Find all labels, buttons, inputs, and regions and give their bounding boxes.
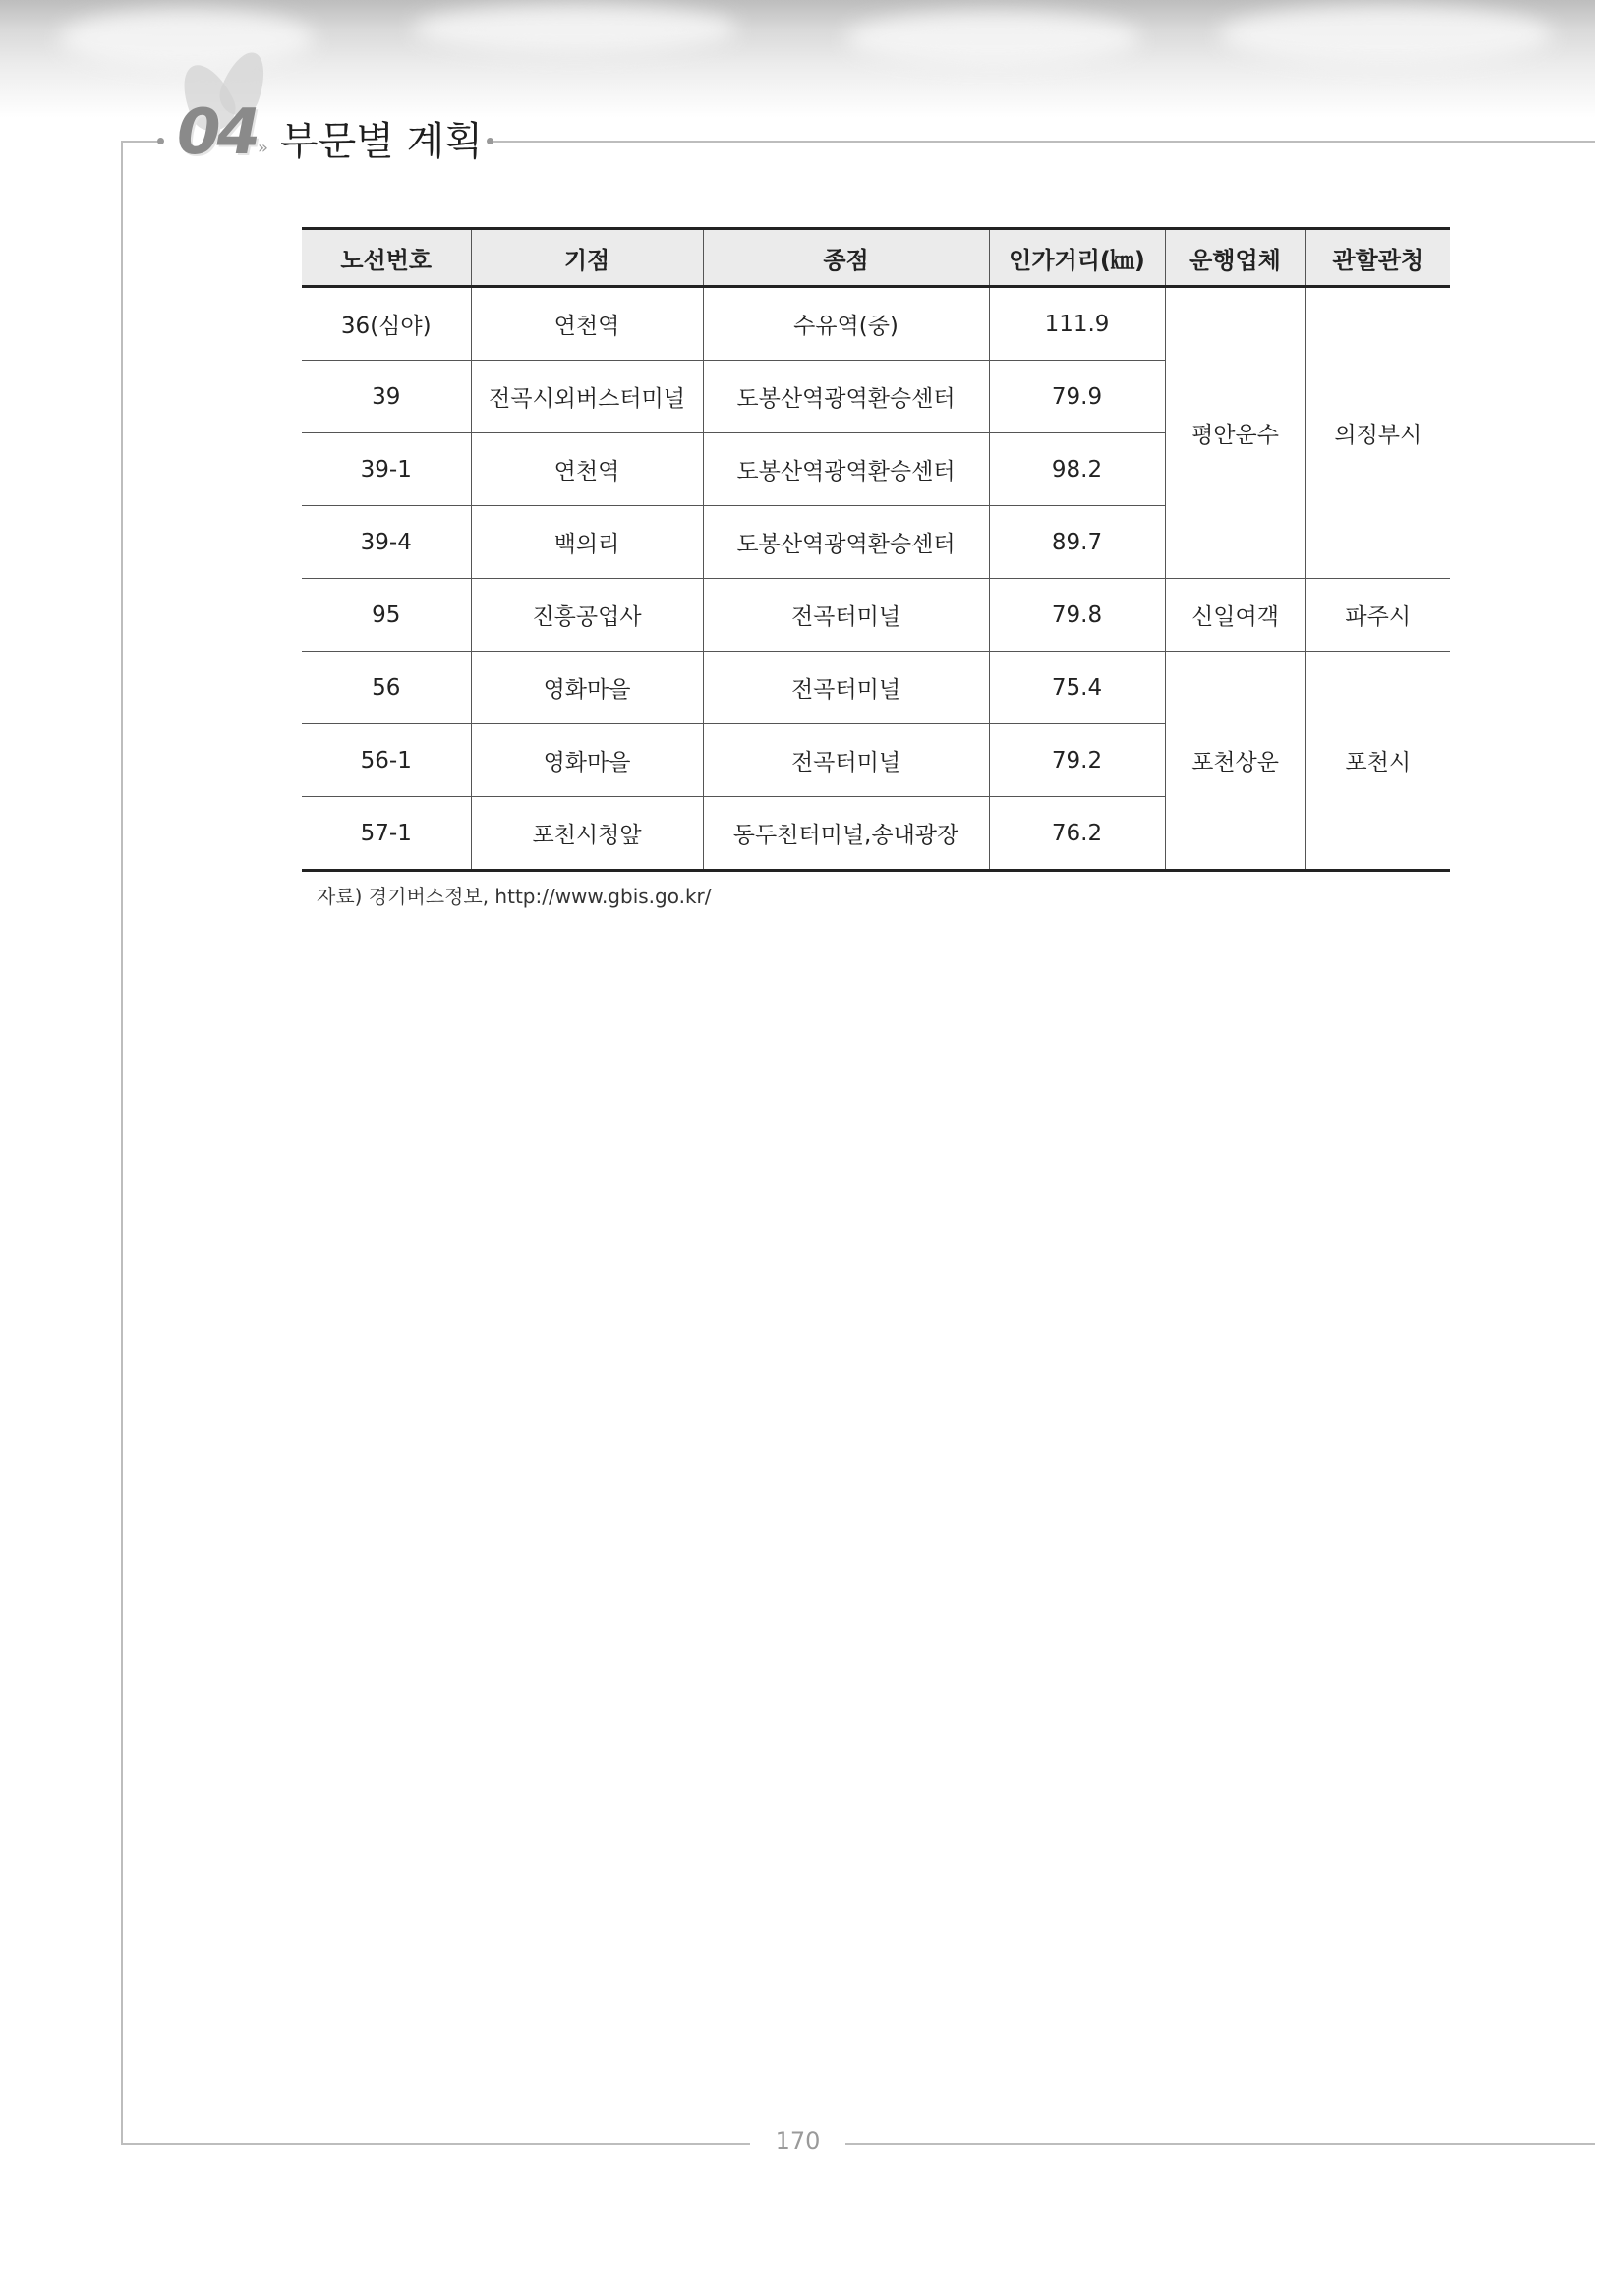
route-start: 포천시청앞	[471, 797, 703, 871]
table-header-row	[302, 229, 1450, 287]
source-note: 자료) 경기버스정보, http://www.gbis.go.kr/	[317, 885, 712, 908]
route-end: 전곡터미널	[703, 579, 989, 652]
table-row	[302, 579, 1450, 652]
route-distance: 79.8	[989, 579, 1165, 652]
route-number: 56	[302, 652, 471, 724]
page-frame-bottom	[121, 2143, 750, 2145]
route-number: 39-4	[302, 506, 471, 579]
route-end: 수유역(중)	[703, 287, 989, 361]
route-number: 57-1	[302, 797, 471, 871]
column-header-start: 기점	[471, 229, 703, 287]
section-number: 04	[177, 96, 258, 169]
route-end: 도봉산역광역환승센터	[703, 506, 989, 579]
route-distance: 75.4	[989, 652, 1165, 724]
column-header-route: 노선번호	[302, 229, 471, 287]
route-start: 전곡시외버스터미널	[471, 361, 703, 433]
route-start: 연천역	[471, 433, 703, 506]
route-distance: 89.7	[989, 506, 1165, 579]
route-distance: 79.9	[989, 361, 1165, 433]
route-start: 진흥공업사	[471, 579, 703, 652]
bus-route-table	[302, 227, 1450, 872]
cloud-decoration	[1219, 6, 1553, 65]
cloud-decoration	[845, 12, 1140, 66]
page-frame-left	[121, 141, 123, 2144]
section-mark: »	[258, 138, 269, 158]
page-frame-top	[121, 141, 160, 143]
authority-cell: 포천시	[1305, 652, 1450, 871]
column-header-operator: 운행업체	[1165, 229, 1305, 287]
route-end: 전곡터미널	[703, 724, 989, 797]
operator-cell: 평안운수	[1165, 287, 1305, 579]
route-number: 36(심야)	[302, 287, 471, 361]
column-header-distance: 인가거리(㎞)	[989, 229, 1165, 287]
operator-cell: 신일여객	[1165, 579, 1305, 652]
section-title: 부문별 계획	[280, 119, 483, 164]
route-number: 95	[302, 579, 471, 652]
route-end: 전곡터미널	[703, 652, 989, 724]
cloud-decoration	[59, 10, 315, 69]
route-start: 영화마을	[471, 724, 703, 797]
route-distance: 111.9	[989, 287, 1165, 361]
table-row	[302, 652, 1450, 724]
authority-cell: 파주시	[1305, 579, 1450, 652]
frame-dot	[157, 138, 164, 144]
route-end: 도봉산역광역환승센터	[703, 433, 989, 506]
column-header-end: 종점	[703, 229, 989, 287]
table-row	[302, 287, 1450, 361]
route-start: 영화마을	[471, 652, 703, 724]
column-header-authority: 관할관청	[1305, 229, 1450, 287]
route-number: 39-1	[302, 433, 471, 506]
cloud-decoration	[413, 5, 737, 54]
route-end: 도봉산역광역환승센터	[703, 361, 989, 433]
authority-cell: 의정부시	[1305, 287, 1450, 579]
route-start: 백의리	[471, 506, 703, 579]
route-start: 연천역	[471, 287, 703, 361]
route-distance: 79.2	[989, 724, 1165, 797]
operator-cell: 포천상운	[1165, 652, 1305, 871]
page-frame-top	[492, 141, 1595, 143]
page-frame-bottom	[845, 2143, 1595, 2145]
route-end: 동두천터미널,송내광장	[703, 797, 989, 871]
route-number: 39	[302, 361, 471, 433]
route-distance: 98.2	[989, 433, 1165, 506]
route-distance: 76.2	[989, 797, 1165, 871]
page-number: 170	[775, 2127, 821, 2154]
frame-dot	[487, 138, 493, 144]
route-number: 56-1	[302, 724, 471, 797]
